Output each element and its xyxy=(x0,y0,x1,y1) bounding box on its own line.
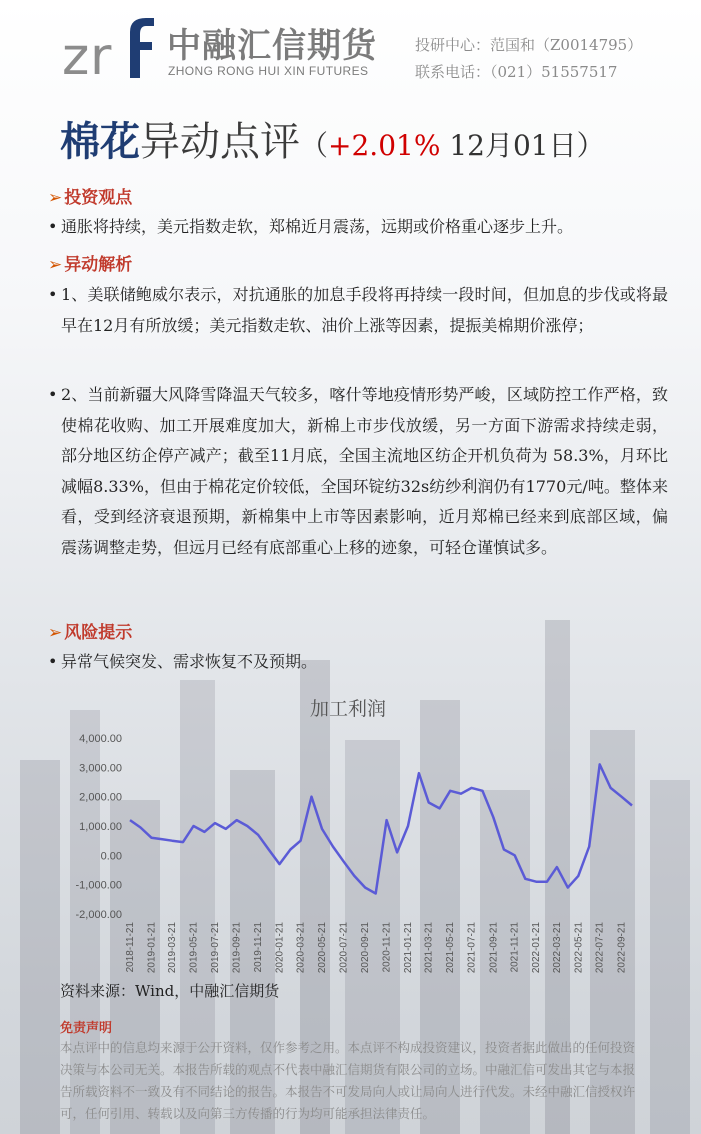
x-tick-label: 2021-09-21 xyxy=(488,922,500,974)
contact-info xyxy=(415,32,642,86)
x-tick-label: 2020-05-21 xyxy=(317,922,329,974)
header xyxy=(0,0,701,95)
x-tick-label: 2021-01-21 xyxy=(403,922,415,974)
disclaimer-body: 本点评中的信息均来源于公开资料，仅作参考之用。本点评不构成投资建议，投资者据此做出的任何投资决策与本公司无关。本报告所载的观点不代表中融汇信期货有限公司的立场。中融汇信可发出其它与本报告所载资料不一致及有不同结论的报告。本报告不可发局向人或让局向人进行代发。未经中融汇信授权许可，任何引用、转载以及向第三方传播的行为均可能承担法律责任。 xyxy=(60,1040,636,1121)
chart-title: 加工利润 xyxy=(310,699,387,720)
title-date: 12月01日） xyxy=(440,129,605,162)
x-tick-label: 2019-07-21 xyxy=(209,922,221,974)
x-tick-label: 2019-11-21 xyxy=(253,922,265,973)
disclaimer-heading: 免责声明 xyxy=(60,1021,113,1036)
source-note: 资料来源：Wind，中融汇信期货 xyxy=(60,982,280,1000)
x-tick-label: 2022-05-21 xyxy=(573,922,585,974)
bullet-icon: • xyxy=(48,217,58,236)
arrow-icon: ➢ xyxy=(48,255,63,275)
bullet-icon: • xyxy=(48,652,58,671)
y-tick-label: -1,000.00 xyxy=(75,879,122,892)
title-change: +2.01% xyxy=(328,129,441,162)
section-heading-analysis: ➢ 异动解析 xyxy=(48,255,133,275)
x-tick-label: 2020-09-21 xyxy=(360,922,372,974)
x-tick-label: 2019-09-21 xyxy=(231,922,243,974)
x-tick-label: 2020-01-21 xyxy=(274,922,286,974)
title-subject: 异动点评 xyxy=(140,119,300,165)
company-name-en: ZHONG RONG HUI XIN FUTURES xyxy=(168,64,369,78)
section-heading-risk: ➢ 风险提示 xyxy=(48,623,133,643)
y-tick-label: -2,000.00 xyxy=(75,909,122,921)
view-paragraph: • 通胀将持续，美元指数走软，郑棉近月震荡，远期或价格重心逐步上升。 xyxy=(48,212,668,243)
x-tick-label: 2020-03-21 xyxy=(295,922,307,974)
y-tick-label: 3,000.00 xyxy=(79,762,122,775)
series-line xyxy=(130,764,632,893)
analysis-paragraph-1: • 1、美联储鲍威尔表示，对抗通胀的加息手段将再持续一段时间，但加息的步伐或将最早在12月有所放缓；美元指数走软、油价上涨等因素，提振美棉期价涨停； xyxy=(48,280,668,341)
x-tick-label: 2021-11-21 xyxy=(509,922,521,973)
y-tick-label: 1,000.00 xyxy=(79,821,122,833)
svg-text:z: z xyxy=(62,27,90,80)
profit-line-chart xyxy=(60,720,640,980)
bullet-icon: • xyxy=(48,385,58,404)
title-commodity: 棉花 xyxy=(60,118,140,165)
x-tick-label: 2021-07-21 xyxy=(466,922,478,974)
risk-paragraph: • 异常气候突发、需求恢复不及预期。 xyxy=(48,647,668,678)
svg-text:r: r xyxy=(90,27,112,80)
title-paren: （ xyxy=(300,129,329,162)
x-tick-label: 2022-09-21 xyxy=(616,922,628,974)
x-tick-label: 2020-11-21 xyxy=(381,922,393,973)
x-tick-label: 2019-01-21 xyxy=(146,922,158,974)
x-tick-label: 2018-11-21 xyxy=(125,922,136,973)
y-tick-label: 4,000.00 xyxy=(79,733,122,745)
x-tick-label: 2019-03-21 xyxy=(167,922,179,974)
page-title xyxy=(60,110,605,170)
y-tick-label: 0.00 xyxy=(100,850,122,863)
bullet-icon: • xyxy=(48,285,58,304)
x-tick-label: 2020-07-21 xyxy=(338,922,350,974)
x-tick-label: 2022-03-21 xyxy=(551,922,563,974)
section-heading-view: ➢ 投资观点 xyxy=(48,188,133,208)
analysis-paragraph-2: • 2、当前新疆大风降雪降温天气较多，喀什等地疫情形势严峻，区域防控工作严格，致使棉花收购、加工开展难度加大，新棉上市步伐放缓，另一方面下游需求持续走弱，部分地区纺企停产减产；截至11月底，全国主流地区纺企开机负荷为 58.3%，月环比减幅8.33%，但由于棉花定价较低，全国环锭纺32s纺纱利润仍有1770元/吨。整体来看，受到经济衰退预期，新棉集中上市等因素影响，近月郑棉已经来到底部区域，偏震荡调整走势，但远月已经有底部重心上移的迹象，可轻仓谨慎试多。 xyxy=(48,380,668,563)
arrow-icon: ➢ xyxy=(48,188,63,208)
company-logo-icon xyxy=(60,12,160,80)
arrow-icon: ➢ xyxy=(48,623,63,643)
x-tick-label: 2019-05-21 xyxy=(188,922,200,974)
phone-line: 联系电话：（021）51557517 xyxy=(415,63,618,81)
x-tick-label: 2022-01-21 xyxy=(531,922,543,974)
analyst-line: 投研中心：范国和（Z0014795） xyxy=(415,36,643,54)
x-tick-label: 2021-03-21 xyxy=(423,922,435,974)
y-tick-label: 2,000.00 xyxy=(79,791,122,804)
x-tick-label: 2022-07-21 xyxy=(594,922,606,974)
company-name-cn: 中融汇信期货 xyxy=(167,26,377,66)
x-tick-label: 2021-05-21 xyxy=(445,922,457,974)
